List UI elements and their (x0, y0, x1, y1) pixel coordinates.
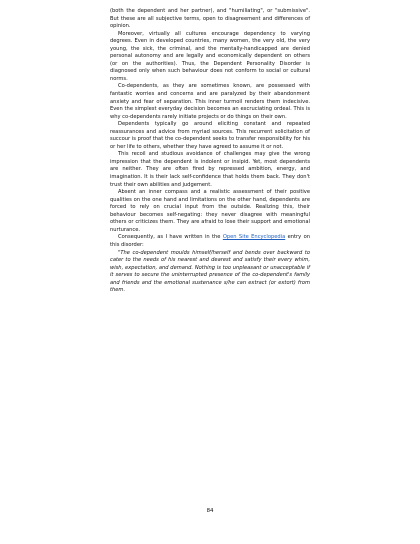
page-number: 84 (206, 508, 214, 514)
body-paragraph: Absent an inner compass and a realistic assessment of their positive qualities on the one hand and limitations on the other hand, dependents are forced to rely on crucial input from the outside. Realizing this, their behaviour becomes self-negating: they never disagree with meaningful others or criticizes them. They are afraid to lose their support and emotional nurturance. (110, 189, 310, 233)
open-site-encyclopedia-link[interactable]: Open Site Encyclopedia (222, 234, 286, 241)
citation-paragraph (110, 234, 310, 249)
body-paragraph: (both the dependent and her partner), and "humiliating", or "submissive". But these are all subjective terms, open to disagreement and differences of opinion. (110, 8, 310, 30)
citation-text-before: Consequently, as I have written in the (118, 234, 223, 241)
citation-text-after: entry on this disorder: (110, 234, 310, 248)
body-paragraph: Co-dependents, as they are sometimes known, are possessed with fantastic worries and concerns and are paralyzed by their abandonment anxiety and fear of separation. This inner turmoil renders them indecisive. Even the simplest everyday decision becomes an excruciating ordeal. This is why co-dependents rarely initiate projects or do things on their own. (110, 83, 310, 120)
body-paragraph: Moreover, virtually all cultures encourage dependency to varying degrees. Even in developed countries, many women, the very old, the very young, the sick, the criminal, and the mentally-handicapped are denied personal autonomy and are legally and economically dependent on others (or on the authorities). Thus, the Dependent Personality Disorder is diagnosed only when such behaviour does not conform to social or cultural norms. (110, 30, 310, 82)
body-paragraph: Dependents typically go around eliciting constant and repeated reassurances and advice from myriad sources. This recurrent solicitation of succour is proof that the co-dependent seeks to transfer responsibility for his or her life to others, whether they have agreed to assume it or not. (110, 121, 310, 150)
document-page (110, 8, 310, 295)
body-paragraph: This recoil and studious avoidance of challenges may give the wrong impression that the dependent is indolent or insipid. Yet, most dependents are neither. They are often fired by repressed ambition, energy, and imagination. It is their lack self-confidence that holds them back. They don't trust their own abilities and judgement. (110, 151, 310, 188)
block-quote: "The co-dependent moulds himself/herself and bends over backward to cater to the needs of his nearest and dearest and satisfy their every whim, wish, expectation, and demand. Nothing is too unpleasant or unacceptable if it serves to secure the uninterrupted presence of the co-dependent's family and friends and the emotional sustenance s/he can extract (or extort) from them. (110, 249, 310, 294)
